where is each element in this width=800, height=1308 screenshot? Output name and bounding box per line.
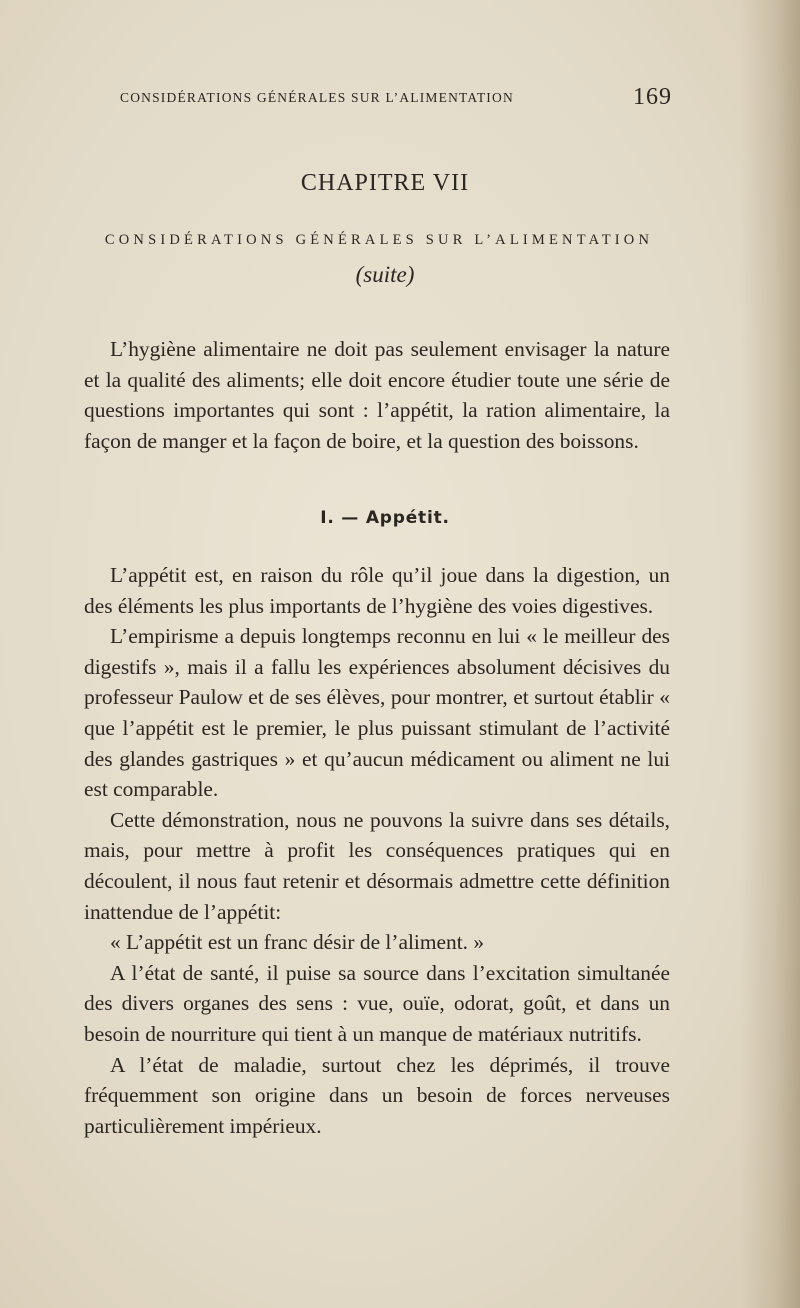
chapter-subtitle: CONSIDÉRATIONS GÉNÉRALES SUR L’ALIMENTATION — [104, 232, 654, 248]
paragraph: L’appétit est, en raison du rôle qu’il joue dans la digestion, un des éléments les plus importants de l’hygiène des voies digestives. — [84, 563, 670, 618]
running-head — [120, 84, 680, 110]
section-heading: I. — Appétit. — [320, 508, 450, 528]
paragraph: « L’appétit est un franc désir de l’aliment. » — [110, 930, 485, 955]
paragraph: A l’état de santé, il puise sa source dans l’excitation simultanée des divers organes des sens : vue, ouïe, odorat, goût, et dans un besoin de nourriture qui tient à un manque de matériaux nutritifs. — [84, 960, 670, 1046]
paragraph: A l’état de maladie, surtout chez les déprimés, il trouve fréquemment son origine dans un besoin de forces nerveuses particulièrement impérieux. — [84, 1052, 670, 1138]
intro-text — [84, 334, 670, 456]
chapter-continuation: (suite) — [355, 262, 415, 287]
paragraph: L’empirisme a depuis longtemps reconnu en lui « le meilleur des digestifs », mais il a fallu les expériences absolument décisives du professeur Paulow et de ses élèves, pour montrer, et surtout établir « que l’appétit est le premier, le plus puissant stimulant de l’activité des glandes gastriques » et qu’aucun médicament ou aliment ne lui est comparable. — [84, 624, 670, 802]
section-text — [84, 560, 670, 1141]
chapter-heading: CHAPITRE VII — [300, 170, 470, 196]
running-head-title: CONSIDÉRATIONS GÉNÉRALES SUR L’ALIMENTATION — [120, 90, 514, 105]
paragraph: L’hygiène alimentaire ne doit pas seulement envisager la nature et la qualité des aliments; elle doit encore étudier toute une série de questions importantes qui sont : l’appétit, la ration alimentaire, la façon de manger et la façon de boire, et la question des boissons. — [84, 337, 670, 453]
page-number: 169 — [633, 84, 672, 110]
paragraph: Cette démonstration, nous ne pouvons la suivre dans ses détails, mais, pour mettre à profit les conséquences pratiques qui en découlent, il nous faut retenir et désormais admettre cette définition inattendue de l’appétit: — [84, 807, 670, 924]
